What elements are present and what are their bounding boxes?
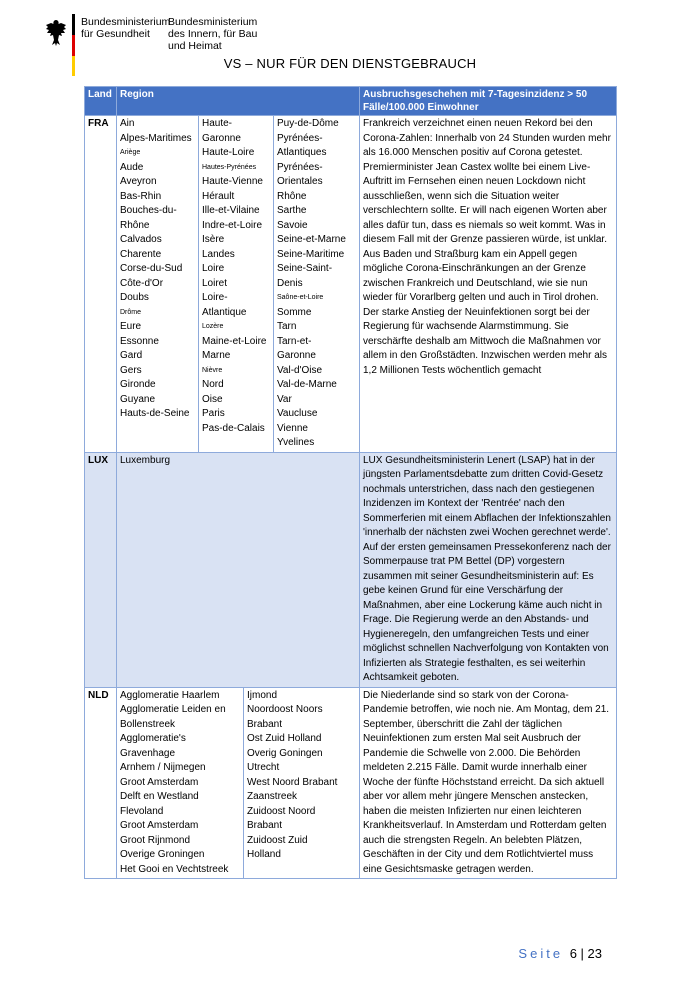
header-outbreaks: Ausbruchsgeschehen mit 7-Tagesinzidenz > 50 Fälle/100.000 Einwohner xyxy=(360,87,617,116)
region-item: Calvados xyxy=(120,234,162,245)
region-item: Bouches-du-Rhône xyxy=(120,205,177,231)
region-item: Haute-Vienne xyxy=(202,176,263,187)
region-item: Haute-Garonne xyxy=(202,118,241,144)
region-item: Gers xyxy=(120,364,142,376)
region-item: Bas-Rhin xyxy=(120,190,162,202)
region-item: Zaanstreek xyxy=(247,791,298,802)
region-cell xyxy=(117,116,360,453)
region-item: Eure xyxy=(120,321,142,332)
region-item: Groot Amsterdam xyxy=(120,820,199,831)
region-item: Sarthe xyxy=(277,205,307,216)
outbreak-text: Die Niederlande sind so stark von der Corona-Pandemie betroffen, wie noch nie. Am Montag, dem 21. September, überschritt die Zahl der täglichen Neuinfektionen zum ersten Mal seit Ausbruch der Pandemie die Schwelle von 2.000. Die Behörden meldeten 2.215 Fälle. Damit wurde innerhalb einer Woche der fünfte Höchststand erreicht. Da sich aktuell aber vor allem mehr jüngere Menschen anstecken, haben die meisten Infizierten nur einen leichteren Krankheitsverlauf. In Amsterdam und Rotterdam gelten auch die strengsten Regeln. An belebten Plätzen, Geschäften in der City und dem Rotlichtviertel muss eine Gesichtsmaske getragen werden. xyxy=(360,687,617,879)
region-item: Somme xyxy=(277,306,312,318)
region-item: Alpes-Maritimes xyxy=(120,132,192,144)
region-item: Pas-de-Calais xyxy=(202,422,265,434)
land-code: NLD xyxy=(85,687,117,879)
ministry-health-label: Bundesministerium für Gesundheit xyxy=(81,16,171,40)
region-item: Nord xyxy=(202,379,224,390)
region-cell xyxy=(117,687,360,879)
region-item: Indre-et-Loire xyxy=(202,219,263,231)
region-item: Hauts-de-Seine xyxy=(120,408,190,419)
region-item: Vienne xyxy=(277,422,308,434)
region-item: Guyane xyxy=(120,393,156,405)
region-column xyxy=(244,688,345,879)
region-item: Overig Goningen xyxy=(247,747,323,759)
region-item: Loiret xyxy=(202,277,228,289)
region-item: Utrecht xyxy=(247,762,280,773)
region-column xyxy=(199,116,274,452)
land-code: FRA xyxy=(85,116,117,453)
region-item: Gard xyxy=(120,350,143,361)
land-code: LUX xyxy=(85,452,117,687)
table-row-nld xyxy=(85,687,617,879)
region-item: Val-de-Marne xyxy=(277,379,337,390)
region-item: Pyrénées-Atlantiques xyxy=(277,132,327,158)
region-item: Hautes-Pyrénées xyxy=(202,163,257,171)
region-cell: Luxemburg xyxy=(117,452,360,687)
region-column xyxy=(274,116,350,452)
region-item: Tarn xyxy=(277,321,297,332)
region-item: Gironde xyxy=(120,379,156,390)
region-item: Puy-de-Dôme xyxy=(277,118,339,129)
region-column xyxy=(117,116,199,452)
federal-eagle-icon xyxy=(44,18,68,48)
region-item: Noordoost Noors Brabant xyxy=(247,704,323,730)
table-header-row xyxy=(85,87,617,116)
region-item: West Noord Brabant xyxy=(247,776,338,788)
region-item: Groot Amsterdam xyxy=(120,776,199,788)
region-item: Drôme xyxy=(120,308,142,316)
region-item: Hérault xyxy=(202,190,235,202)
page-number: Seite 6 | 23 xyxy=(518,946,602,961)
region-item: Ost Zuid Holland xyxy=(247,733,322,744)
region-item: Doubs xyxy=(120,292,149,303)
region-item: Var xyxy=(277,393,292,405)
region-item: Corse-du-Sud xyxy=(120,263,183,274)
region-item: Seine-Saint-Denis xyxy=(277,263,333,289)
region-item: Savoie xyxy=(277,219,308,231)
region-item: Tarn-et-Garonne xyxy=(277,335,316,361)
outbreak-table xyxy=(84,86,617,879)
region-item: Ariège xyxy=(120,149,141,156)
region-item: Loire-Atlantique xyxy=(202,292,247,318)
page-label: Seite xyxy=(518,946,564,961)
region-item: Zuidoost Zuid Holland xyxy=(247,834,308,860)
region-item: Ain xyxy=(120,118,135,129)
outbreak-text: Frankreich verzeichnet einen neuen Rekord bei den Corona-Zahlen: Innerhalb von 24 Stunden wurden mehr als 16.000 Menschen positiv auf Corona getestet. Premierminister Jean Castex wollte bei einem Live-Auftritt im Fernsehen einen neuen Lockdown nicht ausschließen, wenn sich die Situation weiter verschlechtern sollte. Er will nach eigenen Worten aber alles dafür tun, dass es niemals so weit kommt. Was in diesem Fall mit der Grenze passieren würde, ist unklar. Aus Baden und Straßburg kam ein Appell gegen mögliche Corona-Einschränkungen an der Grenze zwischen Frankreich und Deutschland, wie sie nun wieder für Vorarlberg gelten und auch in Tirol drohen. Der starke Anstieg der Neuinfektionen sorgt bei der Regierung für wachsende Alarmstimmung. Sie verschärfte deshalb am Mittwoch die Maßnahmen vor allem in den Großstädten. Inzwischen werden mehr als 1,2 Millionen Tests wöchentlich gemacht xyxy=(360,116,617,453)
region-item: Nièvre xyxy=(202,366,223,374)
region-item: Het Gooi en Vechtstreek xyxy=(120,863,229,875)
region-item: Ijmond xyxy=(247,689,278,701)
outbreak-text: LUX Gesundheitsministerin Lenert (LSAP) hat in der jüngsten Parlamentsdebatte zum dritten Covid-Gesetz nochmals unterstrichen, dass nach den gestiegenen Inzidenzen im Kontext der 'Rentrée' nach den Sommerferien mit einem Abflachen der Infektionszahlen 'innerhalb der nächsten zwei Wochen gerechnet werde'. Auf der ersten gemeinsamen Pressekonferenz nach der Sommerpause trat PM Bettel (DP) vorgestern zusammen mit seiner Gesundheitsministerin auf: Es gebe keinen Grund für eine Verschärfung der Maßnahmen, aber eine Lockerung käme auch nicht in Frage. Die Regierung werde an den Abstands- und Hygieneregeln, den umfangreichen Tests und einer möglichst schnellen Nachverfolgung von Kontakten von Infizierten als Strategie festhalten, es sei weiterhin Achtsamkeit geboten. xyxy=(360,452,617,687)
region-item: Seine-et-Marne xyxy=(277,234,346,245)
region-item: Agglomeratie's Gravenhage xyxy=(120,733,186,759)
region-item: Isère xyxy=(202,234,225,245)
classification-heading: VS – NUR FÜR DEN DIENSTGEBRAUCH xyxy=(223,56,477,71)
region-item: Essonne xyxy=(120,335,159,347)
region-item: Flevoland xyxy=(120,805,164,817)
region-item: Marne xyxy=(202,350,231,361)
region-item: Zuidoost Noord Brabant xyxy=(247,805,316,831)
header-land: Land xyxy=(85,87,117,116)
region-item: Charente xyxy=(120,248,162,260)
header-region: Region xyxy=(117,87,360,116)
region-item: Haute-Loire xyxy=(202,147,255,158)
region-item: Val-d'Oise xyxy=(277,364,323,376)
region-item: Yvelines xyxy=(277,437,315,448)
page-current: 6 xyxy=(569,946,577,961)
region-item: Paris xyxy=(202,408,225,419)
region-item: Saône-et-Loire xyxy=(277,294,324,301)
region-item: Agglomeratie Haarlem xyxy=(120,689,220,701)
region-item: Rhône xyxy=(277,190,307,202)
region-item: Maine-et-Loire xyxy=(202,335,267,347)
region-item: Oise xyxy=(202,393,223,405)
region-item: Seine-Maritime xyxy=(277,248,345,260)
region-item: Ille-et-Vilaine xyxy=(202,205,260,216)
region-item: Vaucluse xyxy=(277,408,318,419)
region-item: Loire xyxy=(202,263,225,274)
region-item: Delft en Westland xyxy=(120,791,199,802)
region-item: Aude xyxy=(120,161,144,173)
region-item: Overige Groningen xyxy=(120,849,205,860)
region-item: Lozère xyxy=(202,323,224,330)
region-column xyxy=(117,688,244,879)
region-item: Pyrénées-Orientales xyxy=(277,161,323,187)
ministry-interior-label: Bundesministerium des Innern, für Bau und Heimat xyxy=(168,16,258,52)
table-row-fra xyxy=(85,116,617,453)
page-total: 23 xyxy=(587,946,602,961)
region-item: Côte-d'Or xyxy=(120,277,164,289)
region-item: Groot Rijnmond xyxy=(120,834,191,846)
region-item: Landes xyxy=(202,248,235,260)
region-item: Agglomeratie Leiden en Bollenstreek xyxy=(120,704,226,730)
region-item: Arnhem / Nijmegen xyxy=(120,762,206,773)
region-item: Aveyron xyxy=(120,176,157,187)
table-row-lux xyxy=(85,452,617,687)
